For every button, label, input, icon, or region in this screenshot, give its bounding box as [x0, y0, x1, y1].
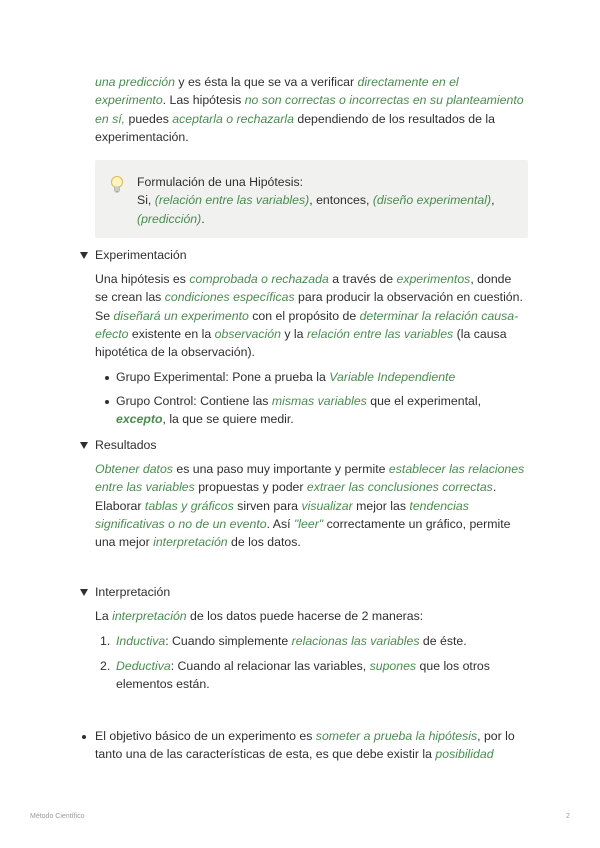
toggle-heading: Resultados — [95, 438, 157, 452]
text: , la que se quiere medir. — [162, 412, 294, 427]
text: es una paso muy importante y permite — [172, 462, 389, 476]
em-text: no son correctas o incorrectas en su planteamiento en sí, — [95, 93, 524, 126]
em-bold-text: excepto — [116, 412, 163, 427]
lightbulb-icon — [110, 175, 124, 195]
em-text: directamente en el experimento — [95, 75, 459, 108]
text: . Las hipótesis — [162, 93, 245, 108]
triangle-down-icon[interactable] — [80, 252, 88, 259]
experimentacion-paragraph — [95, 270, 525, 361]
toggle-resultados[interactable] — [80, 436, 157, 454]
resultados-paragraph — [95, 460, 525, 551]
em-text: interpretación — [153, 535, 228, 550]
text: Grupo Control: Contiene las — [116, 394, 272, 408]
text: : Cuando al relacionar las variables, — [170, 659, 370, 673]
text: Si, — [137, 193, 155, 208]
text: , entonces, — [309, 193, 373, 208]
text: correctamente un gráfico, permite una mejor — [95, 516, 511, 550]
hypothesis-callout — [95, 160, 528, 238]
em-text: Obtener datos — [95, 462, 173, 476]
text: , donde se crean las — [95, 272, 512, 305]
em-text: diseñará un experimento — [113, 308, 249, 323]
text: El objetivo básico de un experimento es — [95, 729, 316, 743]
text: Grupo Experimental: Pone a prueba la — [116, 370, 330, 384]
em-text: (predicción) — [137, 211, 202, 226]
text: Una hipótesis es — [95, 272, 190, 286]
em-text: Inductiva — [116, 634, 166, 648]
text: a través de — [328, 272, 397, 286]
interpretacion-paragraph — [95, 607, 525, 625]
bullet-icon — [105, 376, 109, 380]
em-text: someter a prueba la hipótesis — [315, 729, 478, 743]
em-text: tablas y gráficos — [144, 498, 234, 513]
list-item — [116, 632, 526, 650]
text: La — [95, 609, 113, 623]
em-text: una predicción — [95, 75, 175, 89]
toggle-heading: Interpretación — [95, 585, 171, 599]
bullet-icon — [105, 400, 109, 404]
bullet-icon — [82, 735, 86, 739]
em-text: (relación entre las variables) — [154, 193, 310, 208]
text: y es ésta la que se va a verificar — [174, 75, 358, 89]
text: de los datos puede hacerse de 2 maneras: — [186, 609, 424, 623]
em-text: relación entre las variables — [306, 326, 454, 341]
list-number: 2. — [100, 659, 111, 673]
em-text: mismas variables — [271, 394, 367, 408]
em-text: comprobada o rechazada — [189, 272, 329, 286]
list-number: 1. — [100, 634, 111, 648]
callout-body — [137, 191, 522, 228]
em-text: Deductiva — [116, 659, 171, 673]
intro-paragraph — [95, 73, 525, 146]
callout-title: Formulación de una Hipótesis: — [137, 175, 304, 189]
text: sirven para — [233, 498, 302, 513]
text: y la — [280, 326, 307, 341]
em-text: "leer" — [293, 516, 324, 531]
em-text: interpretación — [112, 609, 187, 623]
em-text: relacionas las variables — [291, 634, 420, 648]
text: mejor las — [352, 498, 410, 513]
em-text: extraer las conclusiones correctas — [306, 480, 493, 495]
text: que el experimental, — [366, 394, 481, 408]
text: que los otros elementos están. — [116, 659, 490, 692]
em-text: visualizar — [301, 498, 353, 513]
text: , — [491, 193, 495, 208]
em-text: condiciones específicas — [164, 290, 295, 305]
text: dependiendo de los resultados de la experimentación. — [95, 111, 495, 144]
text: . — [201, 211, 205, 226]
em-text: supones — [369, 659, 417, 673]
list-item — [95, 727, 527, 764]
list-item — [116, 657, 516, 694]
text: puedes — [125, 111, 173, 126]
list-item — [116, 368, 526, 386]
list-item — [116, 392, 516, 429]
toggle-interpretacion[interactable] — [80, 583, 170, 601]
footer-title: Método Científico — [30, 813, 85, 820]
page-number: 2 — [566, 813, 570, 820]
em-text: determinar la relación causa-efecto — [95, 308, 519, 341]
em-text: (diseño experimental) — [372, 193, 492, 208]
em-text: Variable Independiente — [329, 370, 456, 384]
text: : Cuando simplemente — [165, 634, 292, 648]
text: existente en la — [128, 326, 215, 341]
text: con el propósito de — [248, 308, 360, 323]
text: (la causa hipotética de la observación). — [95, 326, 507, 360]
em-text: establecer las relaciones entre las variables — [95, 462, 525, 495]
em-text: posibilidad — [435, 747, 494, 762]
text: de los datos. — [227, 535, 301, 550]
text: . Así — [266, 516, 294, 531]
text: . Elaborar — [95, 480, 497, 513]
text: para producir la observación en cuestión. Se — [95, 290, 523, 323]
text: propuestas y poder — [194, 480, 307, 495]
em-text: observación — [214, 326, 281, 341]
em-text: tendencias significativas o no de un evento — [95, 498, 469, 531]
em-text: aceptarla o rechazarla — [172, 111, 294, 126]
em-text: experimentos — [396, 272, 471, 286]
toggle-experimentacion[interactable] — [80, 246, 187, 264]
toggle-heading: Experimentación — [95, 248, 187, 262]
callout-text — [137, 173, 522, 228]
text: de éste. — [419, 634, 467, 648]
triangle-down-icon[interactable] — [80, 589, 88, 596]
triangle-down-icon[interactable] — [80, 442, 88, 449]
text: , por lo tanto una de las características de esta, es que debe existir la — [95, 729, 515, 762]
